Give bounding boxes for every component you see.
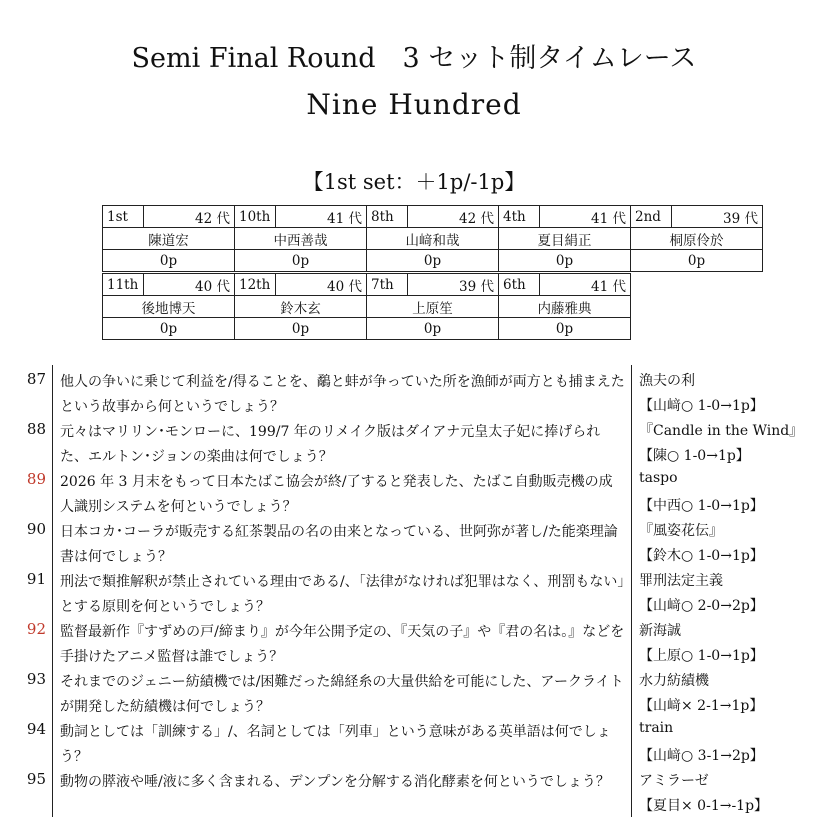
player-points: 0p <box>499 250 631 272</box>
player-points: 0p <box>631 250 763 272</box>
player-points: 0p <box>367 318 499 340</box>
player-generation: 42 代 <box>144 206 235 228</box>
result-text: 【陳○ 1-0→1p】 <box>639 448 750 464</box>
player-rank: 2nd <box>631 206 672 228</box>
question-text: 動詞としては「訓練する」/、名詞としては「列車」という意味がある英単語は何でしょう？ <box>60 724 611 765</box>
result-text: 【中西○ 1-0→1p】 <box>639 498 764 514</box>
player-generation: 40 代 <box>144 274 235 296</box>
set-label: 【1st set：＋1p/-1p】 <box>302 170 526 194</box>
player-points: 0p <box>367 250 499 272</box>
player-rank: 11th <box>103 274 144 296</box>
player-rank: 1st <box>103 206 144 228</box>
player-points-row <box>103 318 631 340</box>
player-points: 0p <box>235 250 367 272</box>
result-text: 【山﨑○ 2-0→2p】 <box>639 598 764 614</box>
answer-text: 罪刑法定主義 <box>639 573 723 589</box>
player-name: 上原笙 <box>367 296 499 318</box>
player-rank: 10th <box>235 206 276 228</box>
answer-text: 漁夫の利 <box>639 373 695 389</box>
result-text: 【上原○ 1-0→1p】 <box>639 648 764 664</box>
question-text: 動物の膵液や唾/液に多く含まれる、デンプンを分解する消化酵素を何というでしょう？ <box>60 774 610 790</box>
player-generation: 41 代 <box>540 206 631 228</box>
question-number: 90 <box>26 520 46 538</box>
player-rank: 12th <box>235 274 276 296</box>
answer-column-divider <box>631 365 632 817</box>
player-rank-row <box>103 206 763 228</box>
question-number: 91 <box>26 570 46 588</box>
question-number: 88 <box>26 420 46 438</box>
player-name-row <box>103 296 631 318</box>
player-name-row <box>103 228 763 250</box>
question-text: 元々はマリリン･モンローに、199/7 年のリメイク版はダイアナ元皇太子妃に捧げられた、エルトン･ジョンの楽曲は何でしょう？ <box>60 424 601 465</box>
player-generation: 42 代 <box>408 206 499 228</box>
question-number: 94 <box>26 720 46 738</box>
player-name: 夏目絹正 <box>499 228 631 250</box>
player-generation: 39 代 <box>672 206 763 228</box>
page-subtitle: Nine Hundred <box>306 88 522 121</box>
question-text: それまでのジェニー紡績機では/困難だった綿経糸の大量供給を可能にした、アークライトが開発した紡績機は何でしょう？ <box>60 674 624 715</box>
player-points: 0p <box>235 318 367 340</box>
question-text: 刑法で類推解釈が禁止されている理由である/、「法律がなければ犯罪はなく、刑罰もない」とする原則を何というでしょう？ <box>60 574 625 615</box>
player-rank: 7th <box>367 274 408 296</box>
question-number: 89 <box>26 470 46 488</box>
answer-text: taspo <box>639 470 678 486</box>
question-number: 95 <box>26 770 46 788</box>
result-text: 【山﨑○ 1-0→1p】 <box>639 398 764 414</box>
question-text: 2026 年 3 月末をもって日本たばこ協会が終/了すると発表した、たばこ自動販売機の成人識別システムを何というでしょう？ <box>60 474 613 515</box>
player-table-row1 <box>102 205 763 272</box>
player-table-row2 <box>102 273 631 340</box>
player-name: 後地博天 <box>103 296 235 318</box>
player-rank: 8th <box>367 206 408 228</box>
player-rank: 4th <box>499 206 540 228</box>
player-points-row <box>103 250 763 272</box>
result-text: 【山﨑× 2-1→1p】 <box>639 698 764 714</box>
player-points: 0p <box>103 318 235 340</box>
answer-text: train <box>639 720 674 736</box>
player-name: 桐原伶於 <box>631 228 763 250</box>
question-text: 日本コカ･コーラが販売する紅茶製品の名の由来となっている、世阿弥が著し/た能楽理論書は何でしょう？ <box>60 524 618 565</box>
player-generation: 41 代 <box>540 274 631 296</box>
page-title: Semi Final Round 3 セット制タイムレース <box>131 43 697 74</box>
question-text: 他人の争いに乗じて利益を/得ることを、鷸と蚌が争っていた所を漁師が両方とも捕まえたという故事から何というでしょう？ <box>60 374 625 415</box>
answer-text: 水力紡績機 <box>639 673 709 689</box>
player-rank: 6th <box>499 274 540 296</box>
question-number: 92 <box>26 620 46 638</box>
player-name: 山﨑和哉 <box>367 228 499 250</box>
player-generation: 40 代 <box>276 274 367 296</box>
result-text: 【山﨑○ 3-1→2p】 <box>639 748 764 764</box>
player-name: 鈴木玄 <box>235 296 367 318</box>
question-text: 監督最新作『すずめの戸/締まり』が今年公開予定の、『天気の子』や『君の名は。』などを手掛けたアニメ監督は誰でしょう？ <box>60 624 625 665</box>
result-text: 【夏目× 0-1→-1p】 <box>639 798 769 814</box>
answer-text: 新海誠 <box>639 623 681 639</box>
player-name: 内藤雅典 <box>499 296 631 318</box>
answer-text: 『Candle in the Wind』 <box>639 423 804 439</box>
player-rank-row <box>103 274 631 296</box>
question-number: 93 <box>26 670 46 688</box>
answer-text: 『風姿花伝』 <box>639 523 723 539</box>
player-generation: 41 代 <box>276 206 367 228</box>
player-name: 中西善哉 <box>235 228 367 250</box>
player-generation: 39 代 <box>408 274 499 296</box>
question-number: 87 <box>26 370 46 388</box>
answer-text: アミラーゼ <box>639 773 709 789</box>
player-points: 0p <box>499 318 631 340</box>
player-points: 0p <box>103 250 235 272</box>
result-text: 【鈴木○ 1-0→1p】 <box>639 548 764 564</box>
question-column-divider <box>52 365 53 817</box>
player-name: 陳道宏 <box>103 228 235 250</box>
